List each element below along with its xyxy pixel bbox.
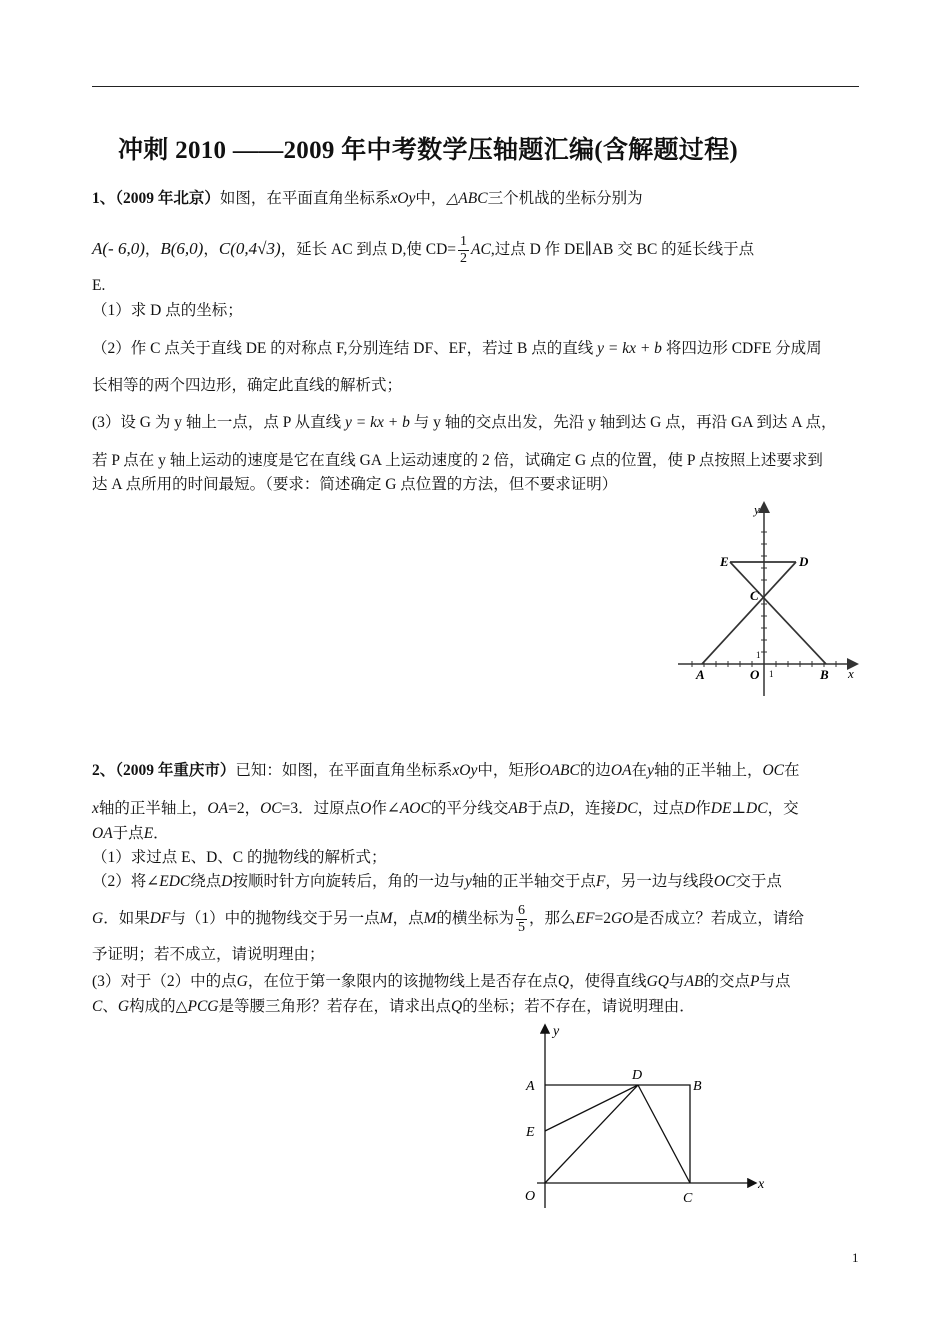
p2-math: OA [92,825,113,842]
p2-math: G [117,998,130,1015]
p2-math: DC [746,800,768,817]
p2-math: y [464,873,472,890]
p2-text: 在 [784,762,800,779]
p2-q3-line1 [92,971,859,993]
p2-math: OC [260,800,282,817]
p2-math: C [92,998,103,1015]
p2-text: (3）对于（2）中的点 [92,973,237,990]
p1-text: 中， [415,190,447,207]
p2-math: G [92,910,104,927]
p1-text: 与 y 轴的交点出发，先沿 y 轴到达 G 点，再沿 GA 到达 A 点， [413,414,837,431]
p1-text: ，延长 AC 到点 D,使 CD= [280,241,456,258]
label-o: O [525,1189,536,1204]
p2-text: 、 [102,998,118,1015]
figure-2 [515,1020,775,1210]
label-b: B [820,667,829,682]
p1-math: AC [471,241,491,258]
line-e-d [545,1085,638,1131]
p1-number: 1、 [92,190,116,207]
label-o: O [750,667,760,682]
p2-text: 是否成立？若成立，请给 [633,910,804,927]
p1-text: ， [144,241,161,258]
p1-q3-line3: 达 A 点所用的时间最短。（要求：简述确定 G 点位置的方法，但不要求证明） [92,476,618,493]
p2-text: （2）将∠ [92,873,160,890]
label-e: E [526,1125,535,1140]
line-a-d [702,562,796,664]
line-b-e [730,562,826,664]
top-rule [92,86,859,87]
p2-math: G [236,973,248,990]
page-number: 1 [852,1250,859,1265]
p2-text: 于点 [527,800,559,817]
label-x: x [848,666,854,681]
rectangle-oabc [545,1085,690,1183]
p2-math: EF [575,910,595,927]
p2-math: OC [762,762,785,779]
p2-text: 绕点 [190,873,222,890]
p2-text: ，那么 [529,910,576,927]
label-y: y [754,502,760,517]
p1-line1 [92,188,859,210]
p2-text: 交于点 [735,873,782,890]
label-a: A [526,1079,535,1094]
p2-q3-line2 [92,996,859,1018]
p1-q1: （1）求 D 点的坐标； [92,302,243,319]
p1-text: 三个机战的坐标分别为 [487,190,643,207]
p2-text: =2， [228,800,261,817]
p2-text: 构成的△ [129,998,188,1015]
p2-fraction [516,903,527,936]
p2-text: 于点 [112,825,144,842]
p2-math: OA [610,762,632,779]
p2-line3 [92,823,859,845]
p1-equation: y = kx + b [597,340,662,357]
frac-num: 6 [518,902,526,918]
label-a: A [696,667,705,682]
label-one-x: 1 [769,669,774,679]
p2-line1 [92,760,859,782]
p2-math: DF [149,910,171,927]
p2-text: 中，矩形 [477,762,540,779]
label-d: D [799,554,809,569]
p2-math: AOC [399,800,431,817]
p1-equation: y = kx + b [345,414,410,431]
label-d: D [632,1068,643,1083]
p2-text: 作∠ [371,800,400,817]
p2-line2 [92,798,859,820]
p2-math: M [423,910,437,927]
p2-math: xOy [452,762,478,779]
p2-text: ，在位于第一象限内的该抛物线上是否存在点 [247,973,558,990]
p2-number: 2、 [92,762,116,779]
p1-q2-line2: 长相等的两个四边形，确定此直线的解析式； [92,377,403,394]
p2-text: 与点 [759,973,791,990]
p2-text: ，另一边与线段 [605,873,714,890]
p2-math: AB [508,800,528,817]
p2-math: P [749,973,760,990]
p2-text: 已知：如图，在平面直角坐标系 [235,762,453,779]
p2-text: 的横坐标为 [436,910,515,927]
label-b: B [693,1079,702,1094]
p2-text: 的交点 [703,973,750,990]
p2-text: 轴的正半轴交于点 [471,873,596,890]
label-y: y [553,1024,560,1039]
p2-text: 轴的正半轴上， [98,800,208,817]
line-o-d [545,1085,638,1183]
label-c: C [683,1191,693,1206]
p2-text: 按顺时针方向旋转后，角的一边与 [232,873,465,890]
p2-math: DE [710,800,732,817]
p2-text: 轴的正半轴上， [653,762,763,779]
p2-math: O [360,800,372,817]
p2-math: y [647,762,654,779]
p2-text: =2 [594,910,611,927]
p2-text: ⊥ [731,800,747,817]
p2-text: 的平分线交 [430,800,509,817]
p2-math: D [684,800,696,817]
p2-text: ．如果 [103,910,150,927]
p1-text: ， [203,241,219,258]
p2-math: Q [451,998,463,1015]
p2-math: GO [610,910,634,927]
p1-fraction [458,234,469,267]
p2-text: ，点 [392,910,424,927]
p1-text: (3）设 G 为 y 轴上一点，点 P 从直线 [92,414,342,431]
p1-q3-line1 [92,412,859,434]
p2-math: E [143,825,154,842]
p2-text: ，过点 [637,800,685,817]
p2-math: OABC [539,762,580,779]
frac-num: 1 [460,233,467,249]
p1-math: xOy [390,190,416,207]
p2-q2-line2 [92,900,859,938]
p2-math: x [92,800,99,817]
p2-math: EDC [159,873,191,890]
p2-math: M [379,910,393,927]
p2-text: ． [153,825,169,842]
label-c: C [750,588,759,603]
p2-math: OA [207,800,229,817]
p2-text: 是等腰三角形？若存在，请求出点 [218,998,451,1015]
p2-q2-line3: 予证明；若不成立，请说明理由； [92,946,325,963]
p2-text: 与（1）中的抛物线交于另一点 [170,910,380,927]
p2-text: ，交 [767,800,799,817]
p2-text: 在 [631,762,648,779]
p2-math: D [558,800,570,817]
p1-q3-line2: 若 P 点在 y 轴上运动的速度是它在直线 GA 上运动速度的 2 倍，试确定 G 点的位置，使 P 点按照上述要求到 [92,452,823,469]
frac-den: 2 [460,250,467,266]
p2-text: ，使得直线 [569,973,647,990]
p2-math: DC [616,800,638,817]
label-e: E [720,554,729,569]
p1-source: （2009 年北京） [115,190,220,207]
frac-den: 5 [518,919,526,935]
p2-text: 的坐标；若不存在，请说明理由． [462,998,695,1015]
p2-math: Q [557,973,570,990]
p2-math: AB [684,973,704,990]
p1-coord-b: B(6,0) [160,239,204,258]
p2-math: D [221,873,233,890]
figure-1 [672,496,862,701]
p1-coord-a: A(- 6,0) [92,239,145,258]
p1-line2 [92,232,859,267]
label-one-y: 1 [756,650,761,660]
p1-text: ,过点 D 作 DE∥AB 交 BC 的延长线于点 [490,241,755,258]
label-x: x [758,1177,765,1192]
p2-math: OC [713,873,736,890]
p1-q2-line1 [92,338,859,360]
p2-text: =3．过原点 [281,800,361,817]
p2-q2-line1 [92,871,859,893]
p1-text: 将四边形 CDFE 分成周 [665,340,822,357]
p1-math: △ABC [446,190,488,207]
p2-math: PCG [187,998,219,1015]
p2-math: GQ [646,973,669,990]
p1-coord-c: C(0,4√3) [218,239,281,258]
p2-q1: （1）求过点 E、D、C 的抛物线的解析式； [92,849,387,866]
p2-text: 的边 [579,762,611,779]
p2-text: ，连接 [569,800,617,817]
p2-source: （2009 年重庆市） [115,762,236,779]
p1-line3: E. [92,277,106,294]
p1-text: （2）作 C 点关于直线 DE 的对称点 F,分别连结 DF、EF，若过 B 点的直线 [92,340,594,357]
page-title: 冲刺 2010 ——2009 年中考数学压轴题汇编(含解题过程) [118,137,739,164]
p2-text: 作 [695,800,711,817]
p2-text: 与 [669,973,685,990]
p1-text: 如图，在平面直角坐标系 [219,190,391,207]
p2-math: F [595,873,606,890]
line-d-c [638,1085,690,1183]
